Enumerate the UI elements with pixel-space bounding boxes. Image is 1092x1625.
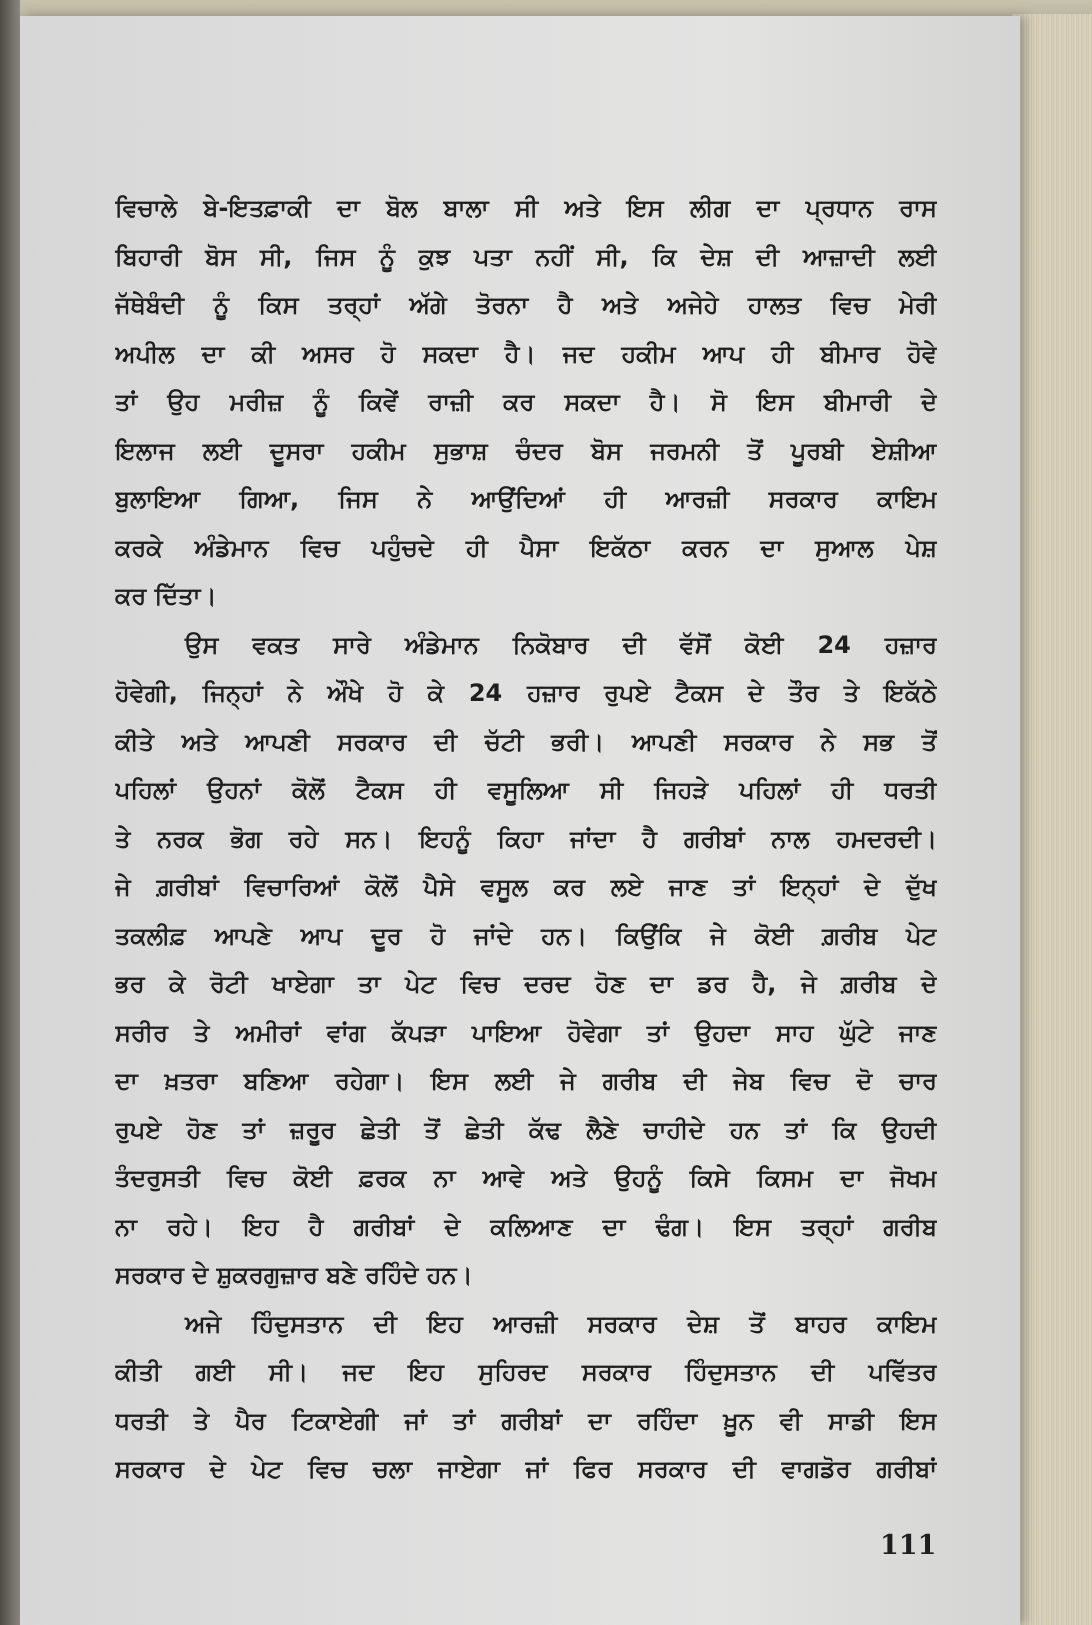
text-line: ਸਰਕਾਰ ਦੇ ਪੇਟ ਵਿਚ ਚਲਾ ਜਾਏਗਾ ਜਾਂ ਫਿਰ ਸਰਕਾਰ ਦੀ ਵਾਗਡੋਰ ਗਰੀਬਾਂ bbox=[115, 1455, 937, 1483]
text-line: ਜੇ ਗ਼ਰੀਬਾਂ ਵਿਚਾਰਿਆਂ ਕੋਲੋਂ ਪੈਸੇ ਵਸੂਲ ਕਰ ਲਏ ਜਾਣ ਤਾਂ ਇਨ੍ਹਾਂ ਦੇ ਦੁੱਖ bbox=[115, 873, 937, 901]
text-line: ਅਪੀਲ ਦਾ ਕੀ ਅਸਰ ਹੋ ਸਕਦਾ ਹੈ। ਜਦ ਹਕੀਮ ਆਪ ਹੀ ਬੀਮਾਰ ਹੋਵੇ bbox=[115, 339, 937, 368]
text-line: ਰੁਪਏ ਹੋਣ ਤਾਂ ਜ਼ਰੂਰ ਛੇਤੀ ਤੋਂ ਛੇਤੀ ਕੱਢ ਲੈਣੇ ਚਾਹੀਦੇ ਹਨ ਤਾਂ ਕਿ ਉਹਦੀ bbox=[115, 1115, 937, 1144]
text-line: ਕਰਕੇ ਅੰਡੇਮਾਨ ਵਿਚ ਪਹੁੰਚਦੇ ਹੀ ਪੈਸਾ ਇਕੱਠਾ ਕਰਨ ਦਾ ਸੁਆਲ ਪੇਸ਼ bbox=[115, 533, 937, 562]
text-line: ਕੀਤੇ ਅਤੇ ਆਪਣੀ ਸਰਕਾਰ ਦੀ ਚੱਟੀ ਭਰੀ। ਆਪਣੀ ਸਰਕਾਰ ਨੇ ਸਭ ਤੋਂ bbox=[115, 727, 937, 756]
text-line: ਅਜੇ ਹਿੰਦੁਸਤਾਨ ਦੀ ਇਹ ਆਰਜ਼ੀ ਸਰਕਾਰ ਦੇਸ਼ ਤੋਂ ਬਾਹਰ ਕਾਇਮ bbox=[185, 1309, 937, 1338]
body-text bbox=[115, 184, 937, 1494]
text-line: ਵਿਚਾਲੇ ਬੇ-ਇਤਫ਼ਾਕੀ ਦਾ ਬੋਲ ਬਾਲਾ ਸੀ ਅਤੇ ਇਸ ਲੀਗ ਦਾ ਪ੍ਰਧਾਨ ਰਾਸ bbox=[115, 194, 937, 222]
text-line: ਉਸ ਵਕਤ ਸਾਰੇ ਅੰਡੇਮਾਨ ਨਿਕੋਬਾਰ ਦੀ ਵੱਸੋਂ ਕੋਈ 24 ਹਜ਼ਾਰ bbox=[185, 630, 937, 659]
text-line: ਬੁਲਾਇਆ ਗਿਆ, ਜਿਸ ਨੇ ਆਉਂਦਿਆਂ ਹੀ ਆਰਜ਼ੀ ਸਰਕਾਰ ਕਾਇਮ bbox=[115, 485, 937, 513]
text-line: ਕਰ ਦਿੱਤਾ। bbox=[115, 582, 217, 610]
text-line: ਸਰਕਾਰ ਦੇ ਸ਼ੁਕਰਗੁਜ਼ਾਰ ਬਣੇ ਰਹਿੰਦੇ ਹਨ। bbox=[115, 1261, 473, 1289]
text-line: ਹੋਵੇਗੀ, ਜਿਨ੍ਹਾਂ ਨੇ ਔਖੇ ਹੋ ਕੇ 24 ਹਜ਼ਾਰ ਰੁਪਏ ਟੈਕਸ ਦੇ ਤੌਰ ਤੇ ਇਕੱਠੇ bbox=[115, 679, 937, 707]
text-line: ਤੇ ਨਰਕ ਭੋਗ ਰਹੇ ਸਨ। ਇਹਨੂੰ ਕਿਹਾ ਜਾਂਦਾ ਹੈ ਗਰੀਬਾਂ ਨਾਲ ਹਮਦਰਦੀ। bbox=[115, 824, 937, 853]
text-line: ਧਰਤੀ ਤੇ ਪੈਰ ਟਿਕਾਏਗੀ ਜਾਂ ਤਾਂ ਗਰੀਬਾਂ ਦਾ ਰਹਿੰਦਾ ਖ਼ੂਨ ਵੀ ਸਾਡੀ ਇਸ bbox=[115, 1406, 937, 1435]
page-stack-edge bbox=[1012, 14, 1092, 1625]
text-line: ਭਰ ਕੇ ਰੋਟੀ ਖਾਏਗਾ ਤਾ ਪੇਟ ਵਿਚ ਦਰਦ ਹੋਣ ਦਾ ਡਰ ਹੈ, ਜੇ ਗ਼ਰੀਬ ਦੇ bbox=[115, 970, 937, 998]
page-number: 111 bbox=[880, 1530, 937, 1561]
text-line: ਬਿਹਾਰੀ ਬੋਸ ਸੀ, ਜਿਸ ਨੂੰ ਕੁਝ ਪਤਾ ਨਹੀਂ ਸੀ, ਕਿ ਦੇਸ਼ ਦੀ ਆਜ਼ਾਦੀ ਲਈ bbox=[115, 242, 937, 271]
text-line: ਤਾਂ ਉਹ ਮਰੀਜ਼ ਨੂੰ ਕਿਵੇਂ ਰਾਜ਼ੀ ਕਰ ਸਕਦਾ ਹੈ। ਸੋ ਇਸ ਬੀਮਾਰੀ ਦੇ bbox=[115, 388, 937, 416]
text-line: ਇਲਾਜ ਲਈ ਦੂਸਰਾ ਹਕੀਮ ਸੁਭਾਸ਼ ਚੰਦਰ ਬੋਸ ਜਰਮਨੀ ਤੋਂ ਪੂਰਬੀ ਏਸ਼ੀਆ bbox=[115, 436, 937, 465]
text-line: ਤਕਲੀਫ਼ ਆਪਣੇ ਆਪ ਦੂਰ ਹੋ ਜਾਂਦੇ ਹਨ। ਕਿਉਂਕਿ ਜੇ ਕੋਈ ਗ਼ਰੀਬ ਪੇਟ bbox=[115, 921, 937, 950]
book-gutter bbox=[0, 0, 20, 1625]
text-line: ਸਰੀਰ ਤੇ ਅਮੀਰਾਂ ਵਾਂਗ ਕੱਪੜਾ ਪਾਇਆ ਹੋਵੇਗਾ ਤਾਂ ਉਹਦਾ ਸਾਹ ਘੁੱਟੇ ਜਾਣ bbox=[115, 1018, 937, 1047]
text-line: ਜੱਥੇਬੰਦੀ ਨੂੰ ਕਿਸ ਤਰ੍ਹਾਂ ਅੱਗੇ ਤੋਰਨਾ ਹੈ ਅਤੇ ਅਜੇਹੇ ਹਾਲਤ ਵਿਚ ਮੇਰੀ bbox=[115, 291, 937, 319]
text-line: ਨਾ ਰਹੇ। ਇਹ ਹੈ ਗਰੀਬਾਂ ਦੇ ਕਲਿਆਣ ਦਾ ਢੰਗ। ਇਸ ਤਰ੍ਹਾਂ ਗਰੀਬ bbox=[115, 1212, 937, 1241]
text-line: ਕੀਤੀ ਗਈ ਸੀ। ਜਦ ਇਹ ਸੁਹਿਰਦ ਸਰਕਾਰ ਹਿੰਦੁਸਤਾਨ ਦੀ ਪਵਿੱਤਰ bbox=[115, 1358, 937, 1386]
book-page bbox=[20, 16, 1020, 1625]
text-line: ਪਹਿਲਾਂ ਉਹਨਾਂ ਕੋਲੋਂ ਟੈਕਸ ਹੀ ਵਸੂਲਿਆ ਸੀ ਜਿਹੜੇ ਪਹਿਲਾਂ ਹੀ ਧਰਤੀ bbox=[115, 776, 937, 804]
text-line: ਤੰਦਰੁਸਤੀ ਵਿਚ ਕੋਈ ਫ਼ਰਕ ਨਾ ਆਵੇ ਅਤੇ ਉਹਨੂੰ ਕਿਸੇ ਕਿਸਮ ਦਾ ਜੋਖਮ bbox=[115, 1164, 937, 1192]
text-line: ਦਾ ਖ਼ਤਰਾ ਬਣਿਆ ਰਹੇਗਾ। ਇਸ ਲਈ ਜੇ ਗਰੀਬ ਦੀ ਜੇਬ ਵਿਚ ਦੋ ਚਾਰ bbox=[115, 1067, 937, 1095]
